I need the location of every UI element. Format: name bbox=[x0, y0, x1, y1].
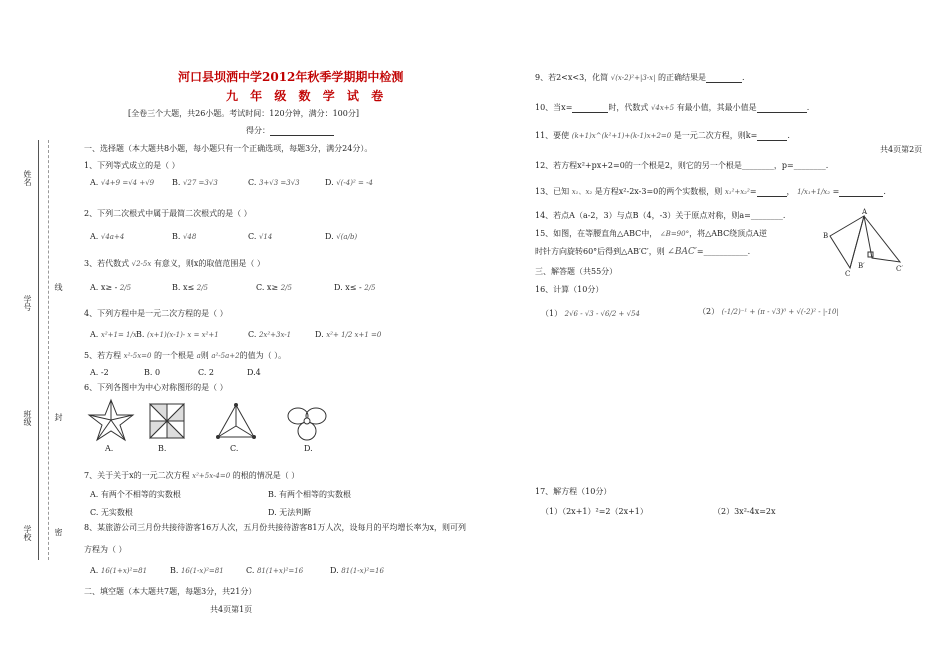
q8-opt-c: C. 81(1+x)²=16 bbox=[246, 566, 304, 575]
id-label: 学号 bbox=[23, 295, 32, 311]
section1-heading: 一、选择题（本大题共8小题，每小题只有一个正确选项，每题3分，满分24分）。 bbox=[84, 144, 373, 153]
q16-part2: （2） (-1/2)⁻¹ + (π - √3)⁰ + √(-2)² - |-10| bbox=[698, 307, 839, 316]
school-label: 学校 bbox=[23, 525, 32, 541]
q8-opt-d: D. 81(1-x)²=16 bbox=[330, 566, 384, 575]
q7-opt-a: A. 有两个不相等的实数根 bbox=[90, 490, 181, 499]
q16-part1: （1） 2√6 - √3 - √6/2 + √54 bbox=[541, 309, 640, 318]
score-label: 得分： bbox=[246, 126, 270, 135]
q15-stem: 15、如图，在等腰直角△ABC中， ∠B=90°，将△ABC绕顶点A逆 bbox=[535, 229, 767, 238]
binding-line bbox=[38, 140, 39, 560]
q1-opt-c: C. 3+√3 =3√3 bbox=[248, 178, 300, 187]
q5-stem: 5、若方程 x²-5x=0 的一个根是 a则 a²-5a+2的值为（ ）。 bbox=[84, 351, 287, 360]
q4-opt-b: B. (x+1)(x-1)- x = x²+1 bbox=[136, 330, 219, 339]
line-label: 线 bbox=[54, 283, 63, 291]
q2-opt-d: D. √(a/b) bbox=[325, 232, 358, 241]
q2-opt-c: C. √14 bbox=[248, 232, 273, 241]
triangle-figure-icon bbox=[214, 402, 258, 442]
q17-part2: （2）3x²-4x=2x bbox=[713, 507, 776, 516]
q5-opt-d: D.4 bbox=[247, 368, 261, 377]
q3-opt-a: A. x≥ - 2/5 bbox=[90, 283, 132, 292]
q9-stem: 9、若2<x<3，化简 √(x-2)²+|3-x| 的正确结果是 . bbox=[535, 73, 745, 82]
q1-opt-b: B. √27 =3√3 bbox=[172, 178, 218, 187]
q10-stem: 10、当x= 时，代数式 √4x+5 有最小值，其最小值是 . bbox=[535, 103, 810, 112]
section3-heading: 三、解答题（共55分） bbox=[535, 267, 618, 276]
q7-opt-c: C. 无实数根 bbox=[90, 508, 133, 517]
star-figure-icon bbox=[86, 398, 136, 442]
q8-stem: 8、某旅游公司三月份共接待游客16万人次，五月份共接待游客81万人次，设每月的平均增长率为x，则可列 bbox=[84, 523, 466, 532]
q9-blank bbox=[706, 74, 742, 83]
q11-blank bbox=[757, 132, 787, 141]
q17-part1: （1）（2x+1）²=2（2x+1） bbox=[541, 507, 648, 516]
q5-opt-a: A. -2 bbox=[90, 368, 109, 377]
q1-stem: 1、下列等式成立的是（ ） bbox=[84, 161, 180, 170]
q8-opt-a: A. 16(1+x)²=81 bbox=[90, 566, 148, 575]
name-label: 姓名 bbox=[23, 170, 32, 186]
q7-opt-b: B. 有两个相等的实数根 bbox=[268, 490, 351, 499]
q1-opt-a: A. √4+9 =√4 +√9 bbox=[90, 178, 155, 187]
q6-stem: 6、下列各图中为中心对称图形的是（ ） bbox=[84, 383, 228, 392]
q7-stem: 7、关于关于x的一元二次方程 x²+5x-4=0 的根的情况是（ ） bbox=[84, 471, 300, 480]
q16-heading: 16、计算（10分） bbox=[535, 285, 604, 294]
fig-label-b: B bbox=[823, 232, 829, 240]
q10-blank-1 bbox=[572, 104, 608, 113]
q6-label-a: A. bbox=[105, 444, 114, 453]
fig-label-a: A bbox=[862, 208, 868, 216]
q3-stem: 3、若代数式 √2-5x 有意义，则x的取值范围是（ ） bbox=[84, 259, 265, 268]
score-blank[interactable] bbox=[270, 127, 334, 136]
q1-opt-d: D. √(-4)² = -4 bbox=[325, 178, 373, 187]
fig-label-c: C bbox=[845, 270, 851, 278]
q15-stem-cont: 时针方向旋转60°后得到△AB′C′，则 ∠BAC′=___________. bbox=[535, 247, 751, 257]
q4-stem: 4、下列方程中是一元二次方程的是（ ） bbox=[84, 309, 228, 318]
section2-heading: 二、填空题（本大题共7题，每题3分，共21分） bbox=[84, 587, 257, 596]
q13-blank-2 bbox=[839, 188, 883, 197]
q6-label-b: B. bbox=[158, 444, 167, 453]
q4-opt-d: D. x²+ 1/2 x+1 =0 bbox=[315, 330, 382, 339]
q3-opt-d: D. x≤ - 2/5 bbox=[334, 283, 376, 292]
binding-cut-line bbox=[48, 140, 49, 560]
score-row bbox=[246, 125, 334, 136]
secret-label: 密 bbox=[54, 528, 63, 536]
q8-opt-b: B. 16(1-x)²=81 bbox=[170, 566, 224, 575]
q5-opt-b: B. 0 bbox=[144, 368, 161, 377]
q12-stem: 12、若方程x²+px+2=0的一个根是2，则它的另一个根是________，p=________. bbox=[535, 161, 829, 170]
q4-opt-a: A. x²+1= 1/x bbox=[90, 330, 137, 339]
exam-subtitle: 九 年 级 数 学 试 卷 bbox=[226, 89, 388, 103]
q14-stem: 14、若点A（a-2，3）与点B（4，-3）关于原点对称，则a=________. bbox=[535, 211, 786, 220]
q17-heading: 17、解方程（10分） bbox=[535, 487, 612, 496]
q10-blank-2 bbox=[757, 104, 807, 113]
page-corner-2: 共4页第2页 bbox=[880, 145, 923, 154]
q3-opt-c: C. x≥ 2/5 bbox=[256, 283, 292, 292]
q2-stem: 2、下列二次根式中属于最简二次根式的是（ ） bbox=[84, 209, 252, 218]
exam-title: 河口县坝洒中学2012年秋季学期期中检测 bbox=[178, 70, 404, 84]
q6-label-c: C. bbox=[230, 444, 239, 453]
q6-label-d: D. bbox=[304, 444, 313, 453]
q13-stem: 13、已知 x₁、x₂ 是方程x²-2x-3=0的两个实数根，则 x₁²+x₂²= ， 1/x₁+1/x₂ = . bbox=[535, 187, 886, 196]
q11-stem: 11、要使 (k+1)x^(k²+1)+(k-1)x+2=0 是一元二次方程，则k= . bbox=[535, 131, 790, 140]
fig-label-b-prime: B′ bbox=[858, 262, 865, 270]
q13-blank-1 bbox=[757, 188, 787, 197]
q3-opt-b: B. x≤ 2/5 bbox=[172, 283, 208, 292]
page-footer-1: 共4页第1页 bbox=[210, 605, 253, 614]
seal-label: 封 bbox=[54, 413, 63, 421]
pinwheel-figure-icon bbox=[148, 402, 188, 440]
q4-opt-c: C. 2x²+3x-1 bbox=[248, 330, 292, 339]
exam-note: [全卷三个大题，共26小题。考试时间：120分钟，满分：100分] bbox=[128, 109, 359, 118]
q7-opt-d: D. 无法判断 bbox=[268, 508, 312, 517]
q5-opt-c: C. 2 bbox=[198, 368, 215, 377]
q2-opt-a: A. √4a+4 bbox=[90, 232, 125, 241]
propeller-figure-icon bbox=[284, 404, 330, 442]
q8-stem-cont: 方程为（ ） bbox=[84, 545, 127, 554]
fig-label-c-prime: C′ bbox=[896, 265, 903, 273]
q2-opt-b: B. √48 bbox=[172, 232, 197, 241]
class-label: 班级 bbox=[23, 410, 32, 426]
